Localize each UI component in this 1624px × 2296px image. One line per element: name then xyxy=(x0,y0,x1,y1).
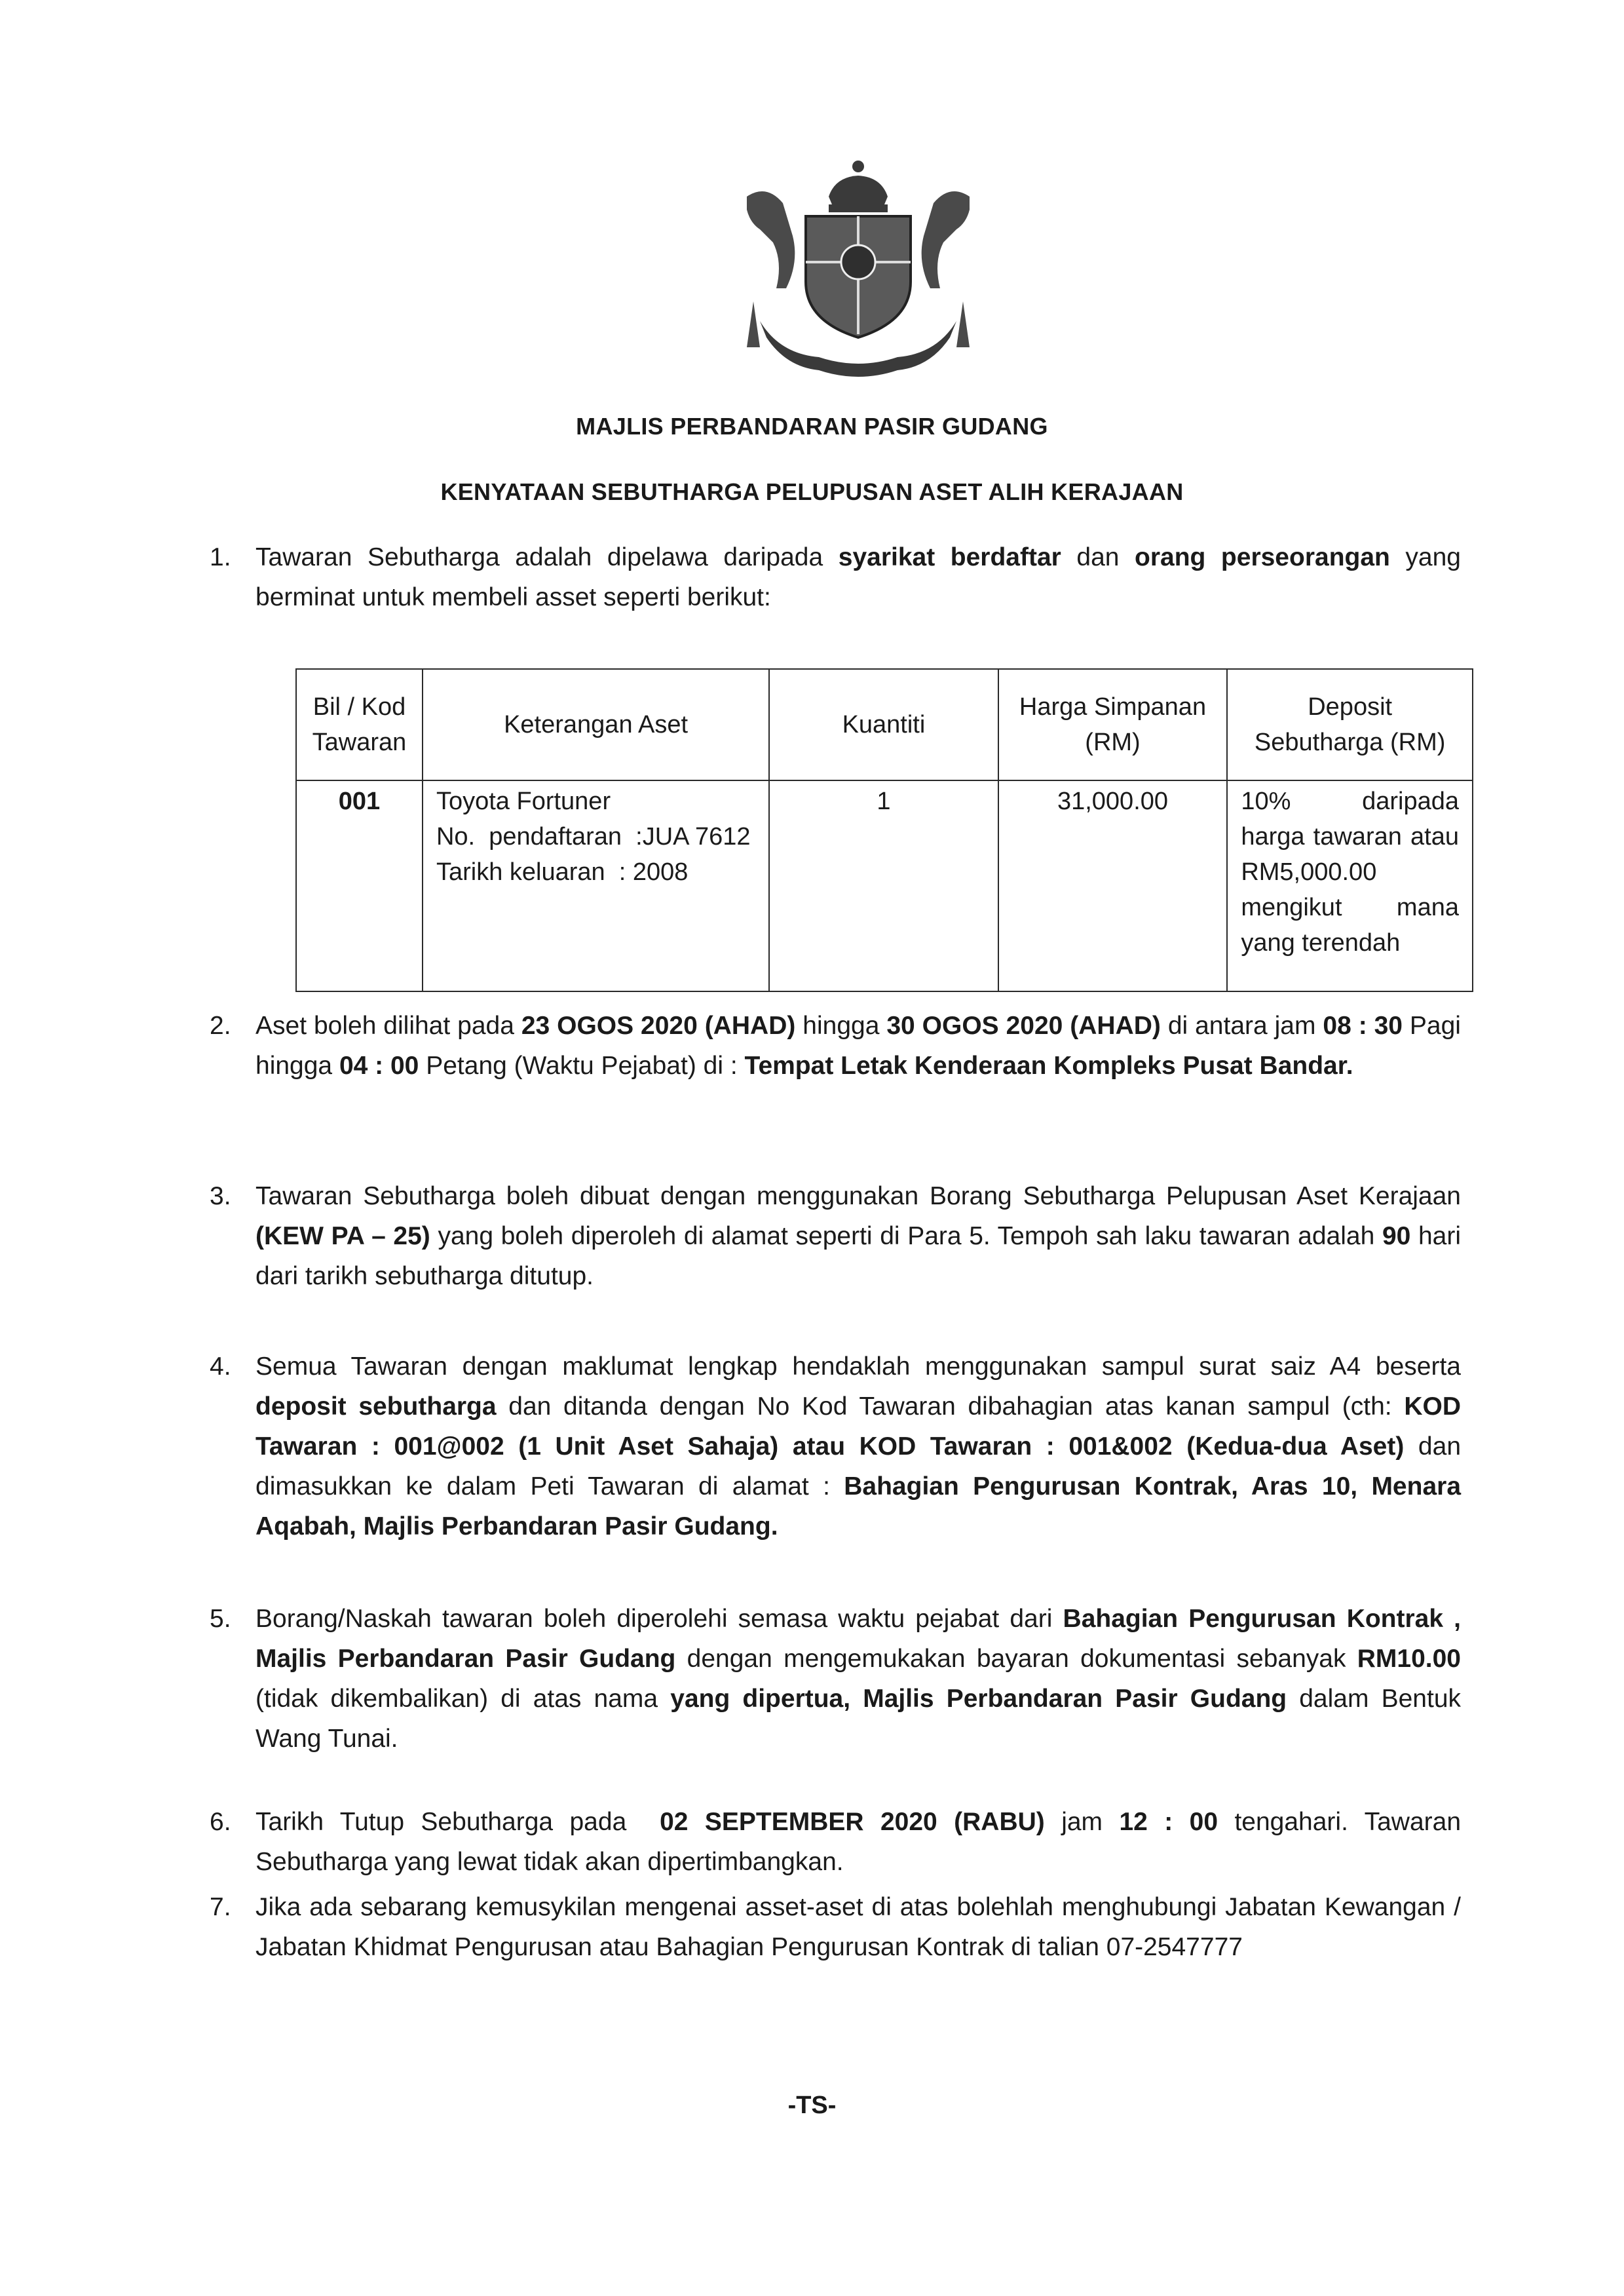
paragraph-number: 4. xyxy=(210,1352,231,1381)
paragraph-5: 5. Borang/Naskah tawaran boleh diperolehi semasa waktu pejabat dari Bahagian Pengurusan Kontrak , Majlis Perbandaran Pasir Gudang dengan mengemukakan bayaran dokumentasi sebanyak RM10.00 (tidak dikembalikan) di atas nama yang dipertua, Majlis Perbandaran Pasir Gudang dalam Bentuk Wang Tunai. xyxy=(255,1599,1461,1759)
cell-quantity: 1 xyxy=(769,780,998,991)
table-row xyxy=(296,780,1473,991)
continuation-marker: -TS- xyxy=(787,2092,837,2119)
organization-name: MAJLIS PERBANDARAN PASIR GUDANG xyxy=(576,413,1048,440)
notice-title: KENYATAAN SEBUTHARGA PELUPUSAN ASET ALIH KERAJAAN xyxy=(440,478,1184,505)
paragraph-number: 5. xyxy=(210,1605,231,1633)
cell-code: 001 xyxy=(296,780,423,991)
paragraph-number: 7. xyxy=(210,1893,231,1921)
paragraph-3: 3. Tawaran Sebutharga boleh dibuat dengan menggunakan Borang Sebutharga Pelupusan Aset Kerajaan (KEW PA – 25) yang boleh diperoleh di alamat seperti di Para 5. Tempoh sah laku tawaran adalah 90 hari dari tarikh sebutharga ditutup. xyxy=(255,1176,1461,1296)
paragraph-7: 7. Jika ada sebarang kemusykilan mengenai asset-aset di atas bolehlah menghubungi Jabatan Kewangan / Jabatan Khidmat Pengurusan atau Bahagian Pengurusan Kontrak di talian 07-2547777 xyxy=(255,1887,1461,1967)
paragraph-2: 2. Aset boleh dilihat pada 23 OGOS 2020 (AHAD) hingga 30 OGOS 2020 (AHAD) di antara jam 08 : 30 Pagi hingga 04 : 00 Petang (Waktu Pejabat) di : Tempat Letak Kenderaan Kompleks Pusat Bandar. xyxy=(255,1006,1461,1086)
cell-deposit: 10% daripada harga tawaran atau RM5,000.00 mengikut mana yang terendah xyxy=(1227,780,1473,991)
asset-table xyxy=(295,668,1473,992)
cell-reserve-price: 31,000.00 xyxy=(998,780,1228,991)
paragraph-4: 4. Semua Tawaran dengan maklumat lengkap hendaklah menggunakan sampul surat saiz A4 beserta deposit sebutharga dan ditanda dengan No Kod Tawaran dibahagian atas kanan sampul (cth: KOD Tawaran : 001@002 (1 Unit Aset Sahaja) atau KOD Tawaran : 001&002 (Kedua-dua Aset) dan dimasukkan ke dalam Peti Tawaran di alamat : Bahagian Pengurusan Kontrak, Aras 10, Menara Aqabah, Majlis Perbandaran Pasir Gudang. xyxy=(255,1347,1461,1546)
paragraph-1: 1. Tawaran Sebutharga adalah dipelawa daripada syarikat berdaftar dan orang perseorangan yang berminat untuk membeli asset seperti berikut: xyxy=(255,537,1461,617)
cell-description: Toyota Fortuner No. pendaftaran :JUA 7612 Tarikh keluaran : 2008 xyxy=(423,780,769,991)
paragraph-number: 6. xyxy=(210,1808,231,1836)
header-description: Keterangan Aset xyxy=(423,669,769,780)
header-deposit: Deposit Sebutharga (RM) xyxy=(1227,669,1473,780)
paragraph-6: 6. Tarikh Tutup Sebutharga pada 02 SEPTEMBER 2020 (RABU) jam 12 : 00 tengahari. Tawaran Sebutharga yang lewat tidak akan dipertimbangkan. xyxy=(255,1802,1461,1882)
table-header-row xyxy=(296,669,1473,780)
paragraph-number: 1. xyxy=(210,543,231,571)
state-coat-of-arms-icon xyxy=(721,157,996,380)
paragraph-number: 3. xyxy=(210,1182,231,1210)
header-code: Bil / Kod Tawaran xyxy=(296,669,423,780)
header-quantity: Kuantiti xyxy=(769,669,998,780)
paragraph-number: 2. xyxy=(210,1012,231,1040)
header-reserve-price: Harga Simpanan (RM) xyxy=(998,669,1228,780)
